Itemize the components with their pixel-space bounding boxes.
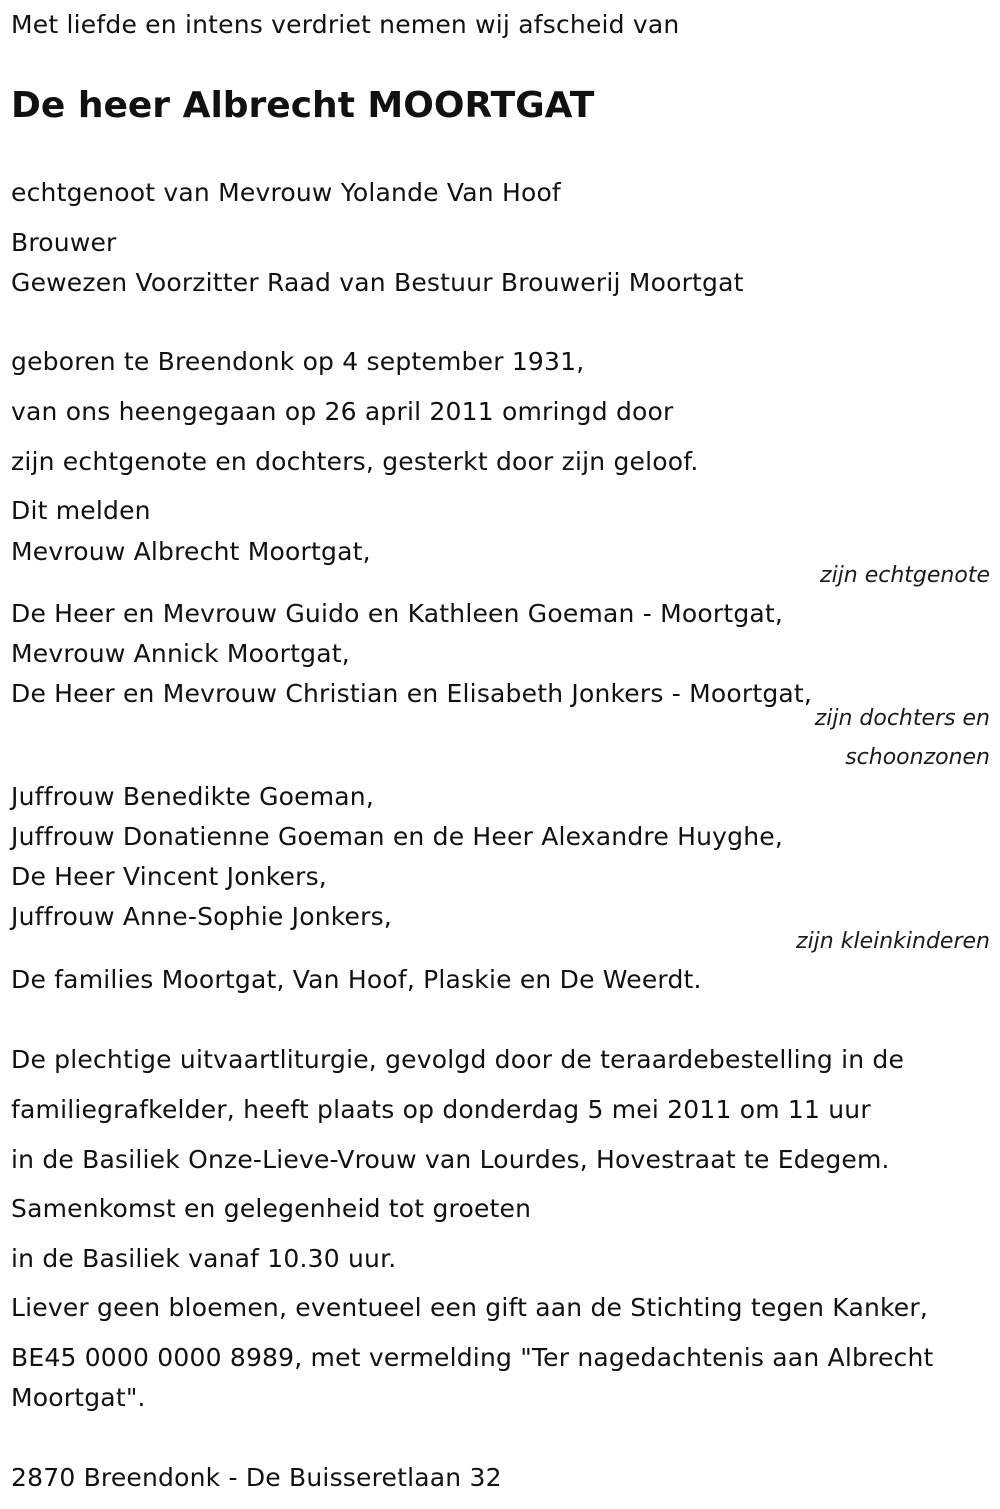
- grandchild-name: De Heer Vincent Jonkers,: [11, 862, 327, 891]
- spouse-line: echtgenoot van Mevrouw Yolande Van Hoof: [11, 178, 561, 207]
- function: Gewezen Voorzitter Raad van Bestuur Brouwerij Moortgat: [11, 268, 744, 297]
- announce-line: Dit melden: [11, 496, 151, 525]
- death-line: van ons heengegaan op 26 april 2011 omringd door: [11, 397, 674, 426]
- spouse-name: Mevrouw Albrecht Moortgat,: [11, 537, 371, 566]
- ceremony-line: in de Basiliek Onze-Lieve-Vrouw van Lourdes, Hovestraat te Edegem.: [11, 1145, 890, 1174]
- birth-line: geboren te Breendonk op 4 september 1931,: [11, 347, 585, 376]
- ceremony-line: familiegrafkelder, heeft plaats op donderdag 5 mei 2011 om 11 uur: [11, 1095, 871, 1124]
- child-name: De Heer en Mevrouw Christian en Elisabeth Jonkers - Moortgat,: [11, 679, 813, 708]
- families-line: De families Moortgat, Van Hoof, Plaskie en De Weerdt.: [11, 965, 702, 994]
- address-line: 2870 Breendonk - De Buisseretlaan 32: [11, 1463, 502, 1492]
- child-name: De Heer en Mevrouw Guido en Kathleen Goeman - Moortgat,: [11, 599, 784, 628]
- grandchild-name: Juffrouw Benedikte Goeman,: [11, 782, 374, 811]
- relation-spouse: zijn echtgenote: [820, 563, 990, 588]
- obituary-intro: Met liefde en intens verdriet nemen wij afscheid van: [11, 10, 680, 39]
- ceremony-line: BE45 0000 0000 8989, met vermelding "Ter nagedachtenis aan Albrecht: [11, 1343, 934, 1372]
- relation-children-cont: schoonzonen: [845, 745, 990, 770]
- surrounded-line: zijn echtgenote en dochters, gesterkt door zijn geloof.: [11, 447, 699, 476]
- relation-grandchildren: zijn kleinkinderen: [796, 929, 990, 954]
- relation-children: zijn dochters en: [814, 706, 990, 731]
- deceased-name: De heer Albrecht MOORTGAT: [11, 85, 595, 126]
- ceremony-line: Liever geen bloemen, eventueel een gift aan de Stichting tegen Kanker,: [11, 1293, 929, 1322]
- ceremony-line: De plechtige uitvaartliturgie, gevolgd door de teraardebestelling in de: [11, 1045, 905, 1074]
- ceremony-line: in de Basiliek vanaf 10.30 uur.: [11, 1244, 397, 1273]
- child-name: Mevrouw Annick Moortgat,: [11, 639, 350, 668]
- grandchild-name: Juffrouw Anne-Sophie Jonkers,: [11, 902, 392, 931]
- grandchild-name: Juffrouw Donatienne Goeman en de Heer Alexandre Huyghe,: [11, 822, 783, 851]
- ceremony-line: Moortgat".: [11, 1383, 146, 1412]
- occupation: Brouwer: [11, 228, 117, 257]
- ceremony-line: Samenkomst en gelegenheid tot groeten: [11, 1194, 532, 1223]
